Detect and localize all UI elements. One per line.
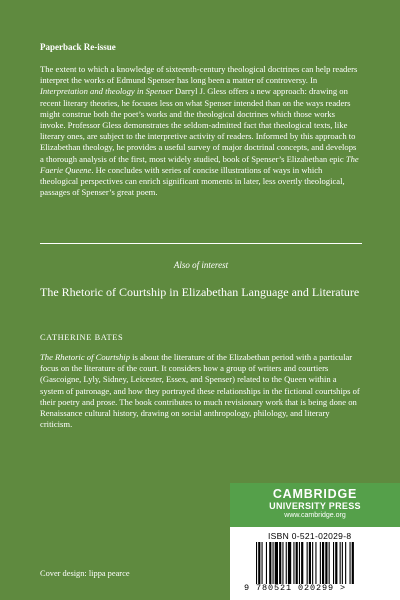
barcode-digits: 9 780521 020299 > xyxy=(244,583,347,593)
book-description xyxy=(40,64,362,198)
publisher-barcode-panel xyxy=(230,483,400,600)
related-desc-text: is about the literature of the Elizabethan period with a particular focus on the literature of the court. It considers how a group of writers and courtiers (Gascoigne, Lyly, Sidney, Leicester, Essex, and Spenser) related to the Queen within a system of patronage, and how they portrayed these relationships in the fictional courtships of their poetry and prose. The book contributes to much revisionary work that is being done on Renaissance cultural history, drawing on social anthropology, philology, and literary criticism. xyxy=(40,352,360,430)
blurb-text-3: . He concludes with series of concise illustrations of ways in which theological perspectives can enrich significant moments in later, less overtly theological, passages of Spenser’s great poem. xyxy=(40,164,345,198)
publisher-press: UNIVERSITY PRESS xyxy=(269,501,361,511)
blurb-text-2: Darryl J. Gless offers a new approach: drawing on recent literary theories, he focuses less on what Spenser intended than on the ways readers might construe both the poet’s works and the theological doctrines which those works invoke. Professor Gless demonstrates the seldom-admitted fact that theological texts, like literary ones, are subject to the interpretive activity of readers. Informed by this approach to Elizabethan theology, he provides a useful survey of major doctrinal concepts, and develops a thorough analysis of the first, most widely studied, book of Spenser’s Elizabethan epic xyxy=(40,86,357,164)
blurb-title-italic: Interpretation and theology in Spenser xyxy=(40,86,173,97)
section-divider xyxy=(40,243,362,244)
related-book-author: CATHERINE BATES xyxy=(40,333,124,342)
publisher-url: www.cambridge.org xyxy=(284,512,346,519)
publisher-logo xyxy=(230,483,400,527)
related-book-title: The Rhetoric of Courtship in Elizabethan Language and Literature xyxy=(40,285,360,299)
related-desc-title-italic: The Rhetoric of Courtship xyxy=(40,352,130,362)
blurb-text-1: The extent to which a knowledge of sixteenth-century theological doctrines can help readers interpret the works of Edmund Spenser has long been a matter of controversy. In xyxy=(40,64,358,86)
blurb-epic-italic: The Faerie Queene xyxy=(40,153,359,175)
isbn-number: ISBN 0-521-02029-8 xyxy=(268,531,352,541)
cover-design-credit: Cover design: lippa pearce xyxy=(40,569,130,578)
paperback-reissue-label: Paperback Re-issue xyxy=(40,42,116,52)
publisher-name: CAMBRIDGE xyxy=(272,487,358,501)
related-book-description xyxy=(40,352,362,430)
barcode-icon xyxy=(256,542,390,584)
also-of-interest-heading: Also of interest xyxy=(173,260,229,270)
